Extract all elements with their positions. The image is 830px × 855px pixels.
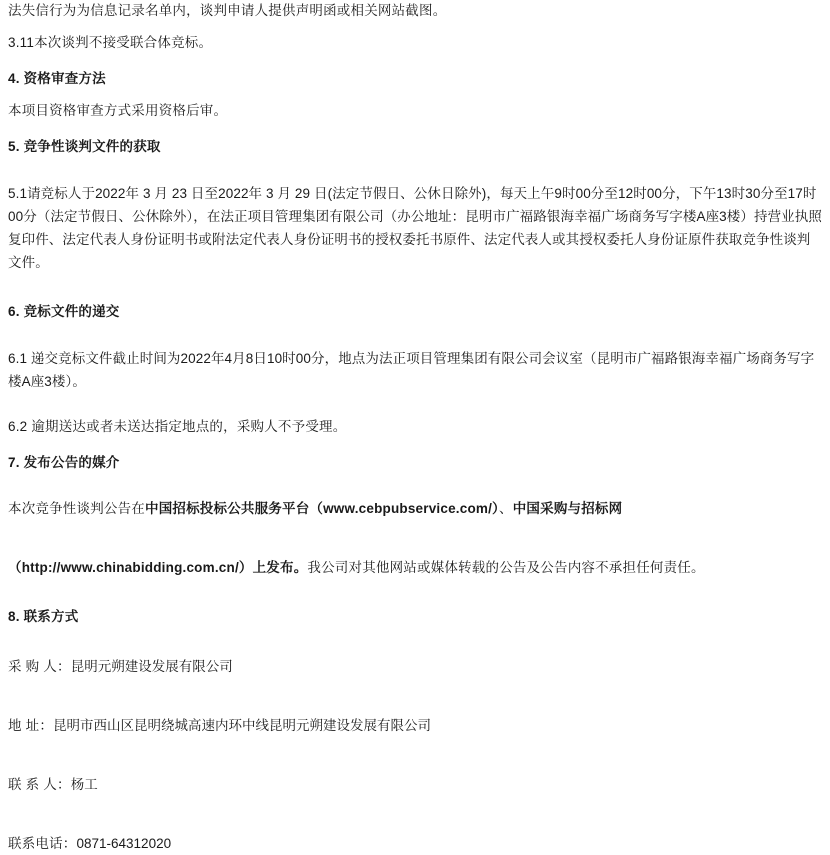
spacer (8, 438, 822, 452)
spacer (8, 287, 822, 301)
section-document-acquisition (8, 136, 822, 274)
section-heading: 8. 联系方式 (8, 609, 79, 624)
contact-row-purchaser (8, 656, 822, 678)
section-announcement-media (8, 452, 822, 579)
section-bid-submission (8, 301, 822, 438)
paragraph: 5.1请竞标人于2022年 3 月 23 日至2022年 3 月 29 日(法定节假日、公休日除外)，每天上午9时00分至12时00分，下午13时30分至17时00分（法定节假日、公休除外），在法正项目管理集团有限公司（办公地址：昆明市广福路银海幸福广场商务写字楼A座3楼）持营业执照复印件、法定代表人身份证明书或附法定代表人身份证明书的授权委托书原件、法定代表人或其授权委托人身份证原件获取竞争性谈判文件。 (8, 185, 822, 270)
contact-label: 联 系 人： (8, 776, 71, 792)
spacer (8, 22, 822, 32)
contact-row-address (8, 715, 822, 737)
section-heading: 4. 资格审查方法 (8, 71, 106, 86)
paragraph: 法失信行为为信息记录名单内，谈判申请人提供声明函或相关网站截图。 (8, 3, 447, 18)
section-heading: 6. 竞标文件的递交 (8, 304, 120, 319)
media-platform-chinabidding: 中国采购与招标网 (512, 500, 623, 516)
spacer (8, 474, 822, 484)
media-platform-cebpubservice: 中国招标投标公共服务平台（www.cebpubservice.com/） (145, 500, 500, 516)
spacer (8, 90, 822, 100)
spacer (8, 809, 822, 819)
paragraph: 本项目资格审查方式采用资格后审。 (8, 103, 228, 118)
media-platform-chinabidding-url: （http://www.chinabidding.com.cn/） (8, 559, 253, 575)
contact-value: 昆明元朔建设发展有限公司 (70, 658, 233, 674)
spacer (8, 406, 822, 416)
media-notice-line-1 (8, 498, 822, 520)
contact-value: 0871-64312020 (76, 835, 172, 851)
contact-label: 联系电话： (8, 835, 77, 851)
paragraph: 6.1 递交竞标文件截止时间为2022年4月8日10时00分，地点为法正项目管理集团有限公司会议室（昆明市广福路银海幸福广场商务写字楼A座3楼）。 (8, 350, 815, 389)
contact-value: 杨工 (70, 776, 98, 792)
top-paragraph-block (8, 0, 822, 54)
spacer (8, 628, 822, 642)
paragraph: 6.2 逾期送达或者未送达指定地点的，采购人不予受理。 (8, 419, 347, 434)
media-notice-separator: 、 (499, 500, 513, 516)
contact-value: 昆明市西山区昆明绕城高速内环中线昆明元朔建设发展有限公司 (53, 717, 432, 733)
section-heading: 7. 发布公告的媒介 (8, 455, 120, 470)
spacer (8, 323, 822, 333)
section-qualification-review (8, 68, 822, 122)
spacer (8, 533, 822, 543)
contact-row-phone (8, 833, 822, 855)
media-notice-disclaimer: 我公司对其他网站或媒体转载的公告及公告内容不承担任何责任。 (307, 559, 705, 575)
section-contact (8, 606, 822, 855)
spacer (8, 122, 822, 136)
section-heading: 5. 竞争性谈判文件的获取 (8, 139, 161, 154)
spacer (8, 54, 822, 68)
paragraph: 3.11本次谈判不接受联合体竞标。 (8, 35, 213, 50)
media-notice-line-2 (8, 557, 822, 579)
contact-row-person (8, 774, 822, 796)
media-notice-prefix: 本次竞争性谈判公告在 (8, 500, 145, 516)
spacer (8, 592, 822, 606)
contact-label: 地 址： (8, 717, 54, 733)
spacer (8, 158, 822, 168)
media-notice-publish: 上发布。 (252, 559, 308, 575)
spacer (8, 691, 822, 701)
spacer (8, 750, 822, 760)
contact-label: 采 购 人： (8, 658, 71, 674)
